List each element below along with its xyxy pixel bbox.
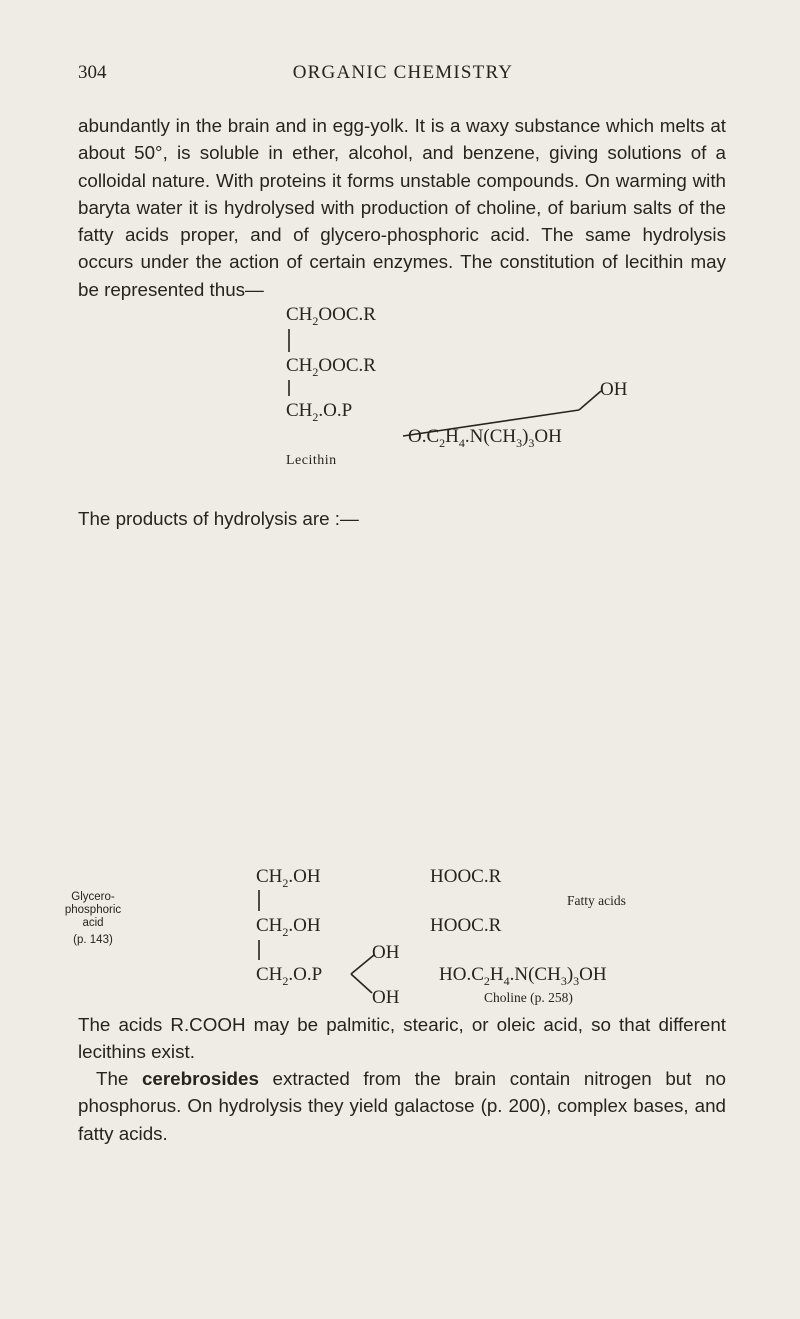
lecithin-row-3: $CH_2.O.P$ — [286, 400, 353, 424]
glycero-oh-bottom: OH — [372, 987, 400, 1008]
cerebrosides-term: cerebrosides — [141, 1068, 259, 1089]
glycero-row-3: $CH_2.O.P$ — [256, 964, 323, 988]
cerebrosides-paragraph: The cerebrosides extracted from the brain contain nitrogen but no phosphorus. On hydrolysis they yield galactose (p. 200), complex bases, and fatty acids. — [78, 1068, 726, 1144]
lecithin-row-2: $CH_2OOC.R$ — [286, 355, 376, 379]
page-header — [78, 62, 728, 92]
choline-label: Choline (p. 258) — [484, 990, 573, 1005]
glycero-bond-oh-top — [351, 955, 374, 974]
page-number: 304 — [78, 62, 107, 83]
fatty-acid-1: HOOC.R — [430, 866, 502, 887]
lecithin-oh: OH — [600, 379, 628, 400]
choline-formula: $HO.C_2H_4.N(CH_3)_3OH$ — [439, 964, 607, 988]
lecithin-bond-oh — [579, 391, 601, 410]
glycero-bond-oh-bottom — [351, 974, 372, 993]
acids-paragraph: The acids R.COOH may be palmitic, stearic, or oleic acid, so that different lecithins exist. — [78, 1014, 726, 1063]
glycero-row-2: $CH_2.OH$ — [256, 915, 321, 939]
products-intro: The products of hydrolysis are :— — [78, 508, 359, 529]
fatty-acid-2: HOOC.R — [430, 915, 502, 936]
intro-paragraph: abundantly in the brain and in egg-yolk. It is a waxy substance which melts at about 50°, is soluble in ether, alcohol, and benzene, giving solutions of a colloidal nature. With proteins it forms unstable compounds. On warming with baryta water it is hydrolysed with production of choline, of barium salts of the fatty acids proper, and of glycero-phosphoric acid. The same hydrolysis occurs under the action of certain enzymes. The constitution of lecithin may be represented thus— — [78, 115, 726, 300]
lecithin-ester-group: $O.C_2H_4.N(CH_3)_3OH$ — [408, 426, 562, 450]
glycero-row-1: $CH_2.OH$ — [256, 866, 321, 890]
lecithin-row-1: $CH_2OOC.R$ — [286, 304, 376, 328]
running-head: ORGANIC CHEMISTRY — [292, 62, 514, 83]
fatty-acids-label: Fatty acids — [567, 893, 626, 908]
glycerophosphoric-label: Glycero- phosphoric acid (p. 143) — [64, 891, 122, 946]
lecithin-caption: Lecithin — [286, 453, 337, 468]
glycero-oh-top: OH — [372, 942, 400, 963]
